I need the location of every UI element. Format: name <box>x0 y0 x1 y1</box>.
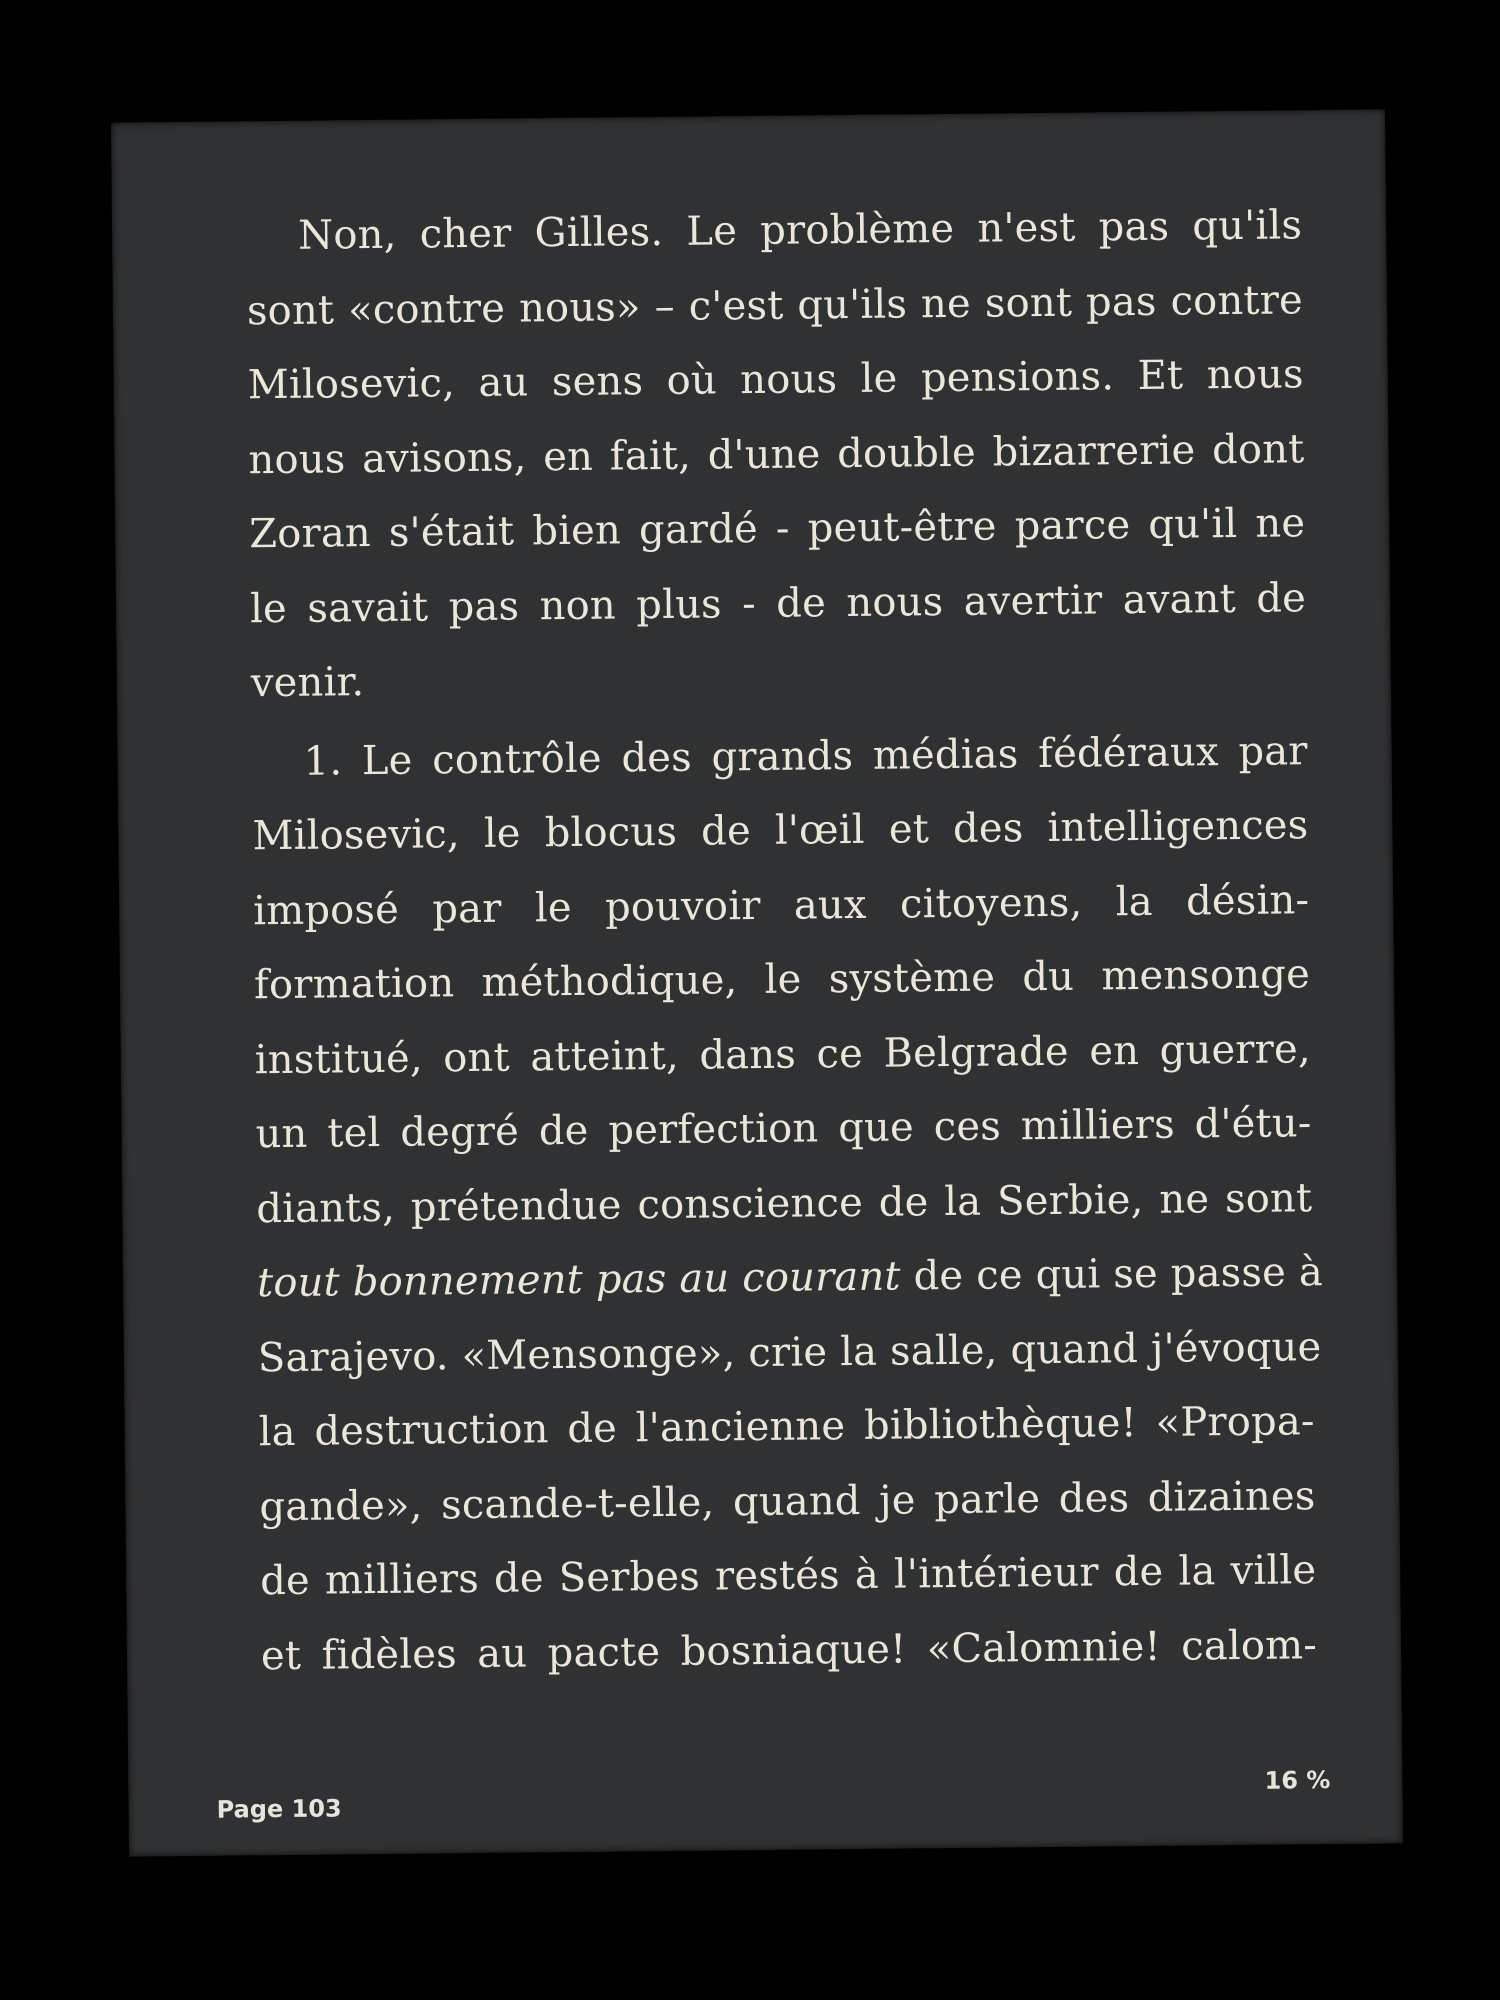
italic-phrase: tout bonnement pas au courant <box>256 1253 901 1307</box>
text-line: 1. Le contrôle des grands médias fédéraux par <box>303 727 1308 785</box>
text-line: formation méthodique, le système du mensonge <box>253 951 1311 1009</box>
text-line-italic <box>205 1235 1324 1321</box>
text-line: nous avisons, en fait, d'une double bizarrerie dont <box>248 425 1305 483</box>
text-line: Non, cher Gilles. Le problème n'est pas qu'ils <box>297 202 1303 259</box>
text-line: le savait pas non plus - de nous avertir avant de <box>249 574 1307 632</box>
text-line: gande», scande-t-elle, quand je parle des dizaines <box>259 1472 1316 1530</box>
reading-progress: 16 % <box>1264 1766 1331 1795</box>
text-line: Sarajevo. «Mensonge», crie la salle, quand j'évoque <box>257 1323 1322 1381</box>
text-line: Zoran s'était bien gardé - peut-être parce qu'il ne <box>249 500 1306 558</box>
text-line: un tel degré de perfection que ces milliers d'étu- <box>255 1100 1312 1158</box>
text-line: et fidèles au pacte bosniaque! «Calomnie! calom- <box>260 1621 1318 1679</box>
text-line: sont «contre nous» – c'est qu'ils ne sont pas contre <box>246 276 1304 334</box>
text-line: de milliers de Serbes restés à l'intérieur de la ville <box>259 1547 1317 1605</box>
text-line: venir. <box>250 659 365 707</box>
text-line: Milosevic, le blocus de l'œil et des intelligences <box>252 802 1309 860</box>
paragraph-2 <box>199 714 1324 1694</box>
paragraph-1 <box>194 188 1307 721</box>
page-text <box>194 188 1324 1694</box>
text-line: institué, ont atteint, dans ce Belgrade en guerre, <box>254 1025 1311 1083</box>
text-fragment: de ce qui se passe à <box>900 1249 1324 1300</box>
text-line: Milosevic, au sens où nous le pensions. Et nous <box>247 351 1304 409</box>
ereader-screen[interactable] <box>111 109 1403 1856</box>
text-line: la destruction de l'ancienne bibliothèque! «Propa- <box>258 1398 1315 1456</box>
text-line: diants, prétendue conscience de la Serbie, ne sont <box>256 1174 1313 1232</box>
page-number: Page 103 <box>216 1794 342 1824</box>
text-line: imposé par le pouvoir aux citoyens, la désin- <box>252 876 1310 934</box>
